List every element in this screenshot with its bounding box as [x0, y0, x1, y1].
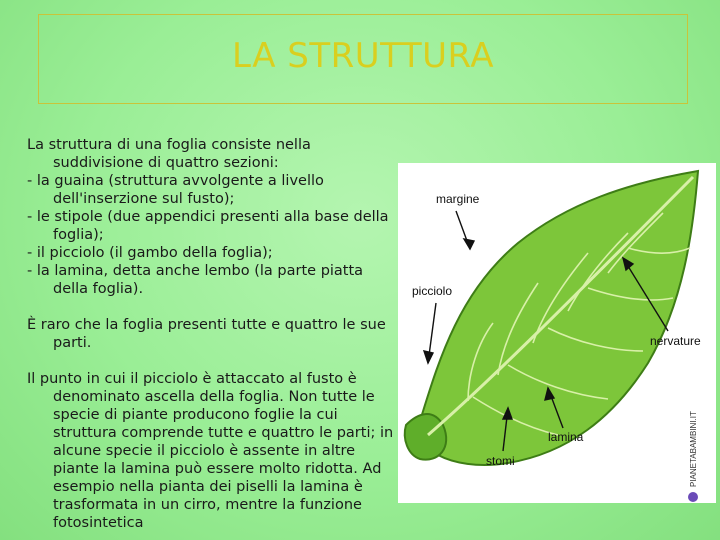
text-line: - la guaina (struttura avvolgente a livello dell'inserzione sul fusto);	[27, 173, 324, 207]
watermark-text: PIANETABAMBINI.IT	[689, 411, 698, 487]
label-lamina: lamina	[548, 430, 584, 444]
paragraph-ascella	[27, 370, 399, 532]
text-line: - le stipole (due appendici presenti alla base della foglia);	[27, 209, 389, 243]
title-box	[38, 14, 688, 104]
label-margine: margine	[436, 192, 480, 206]
text-line: Il punto in cui il picciolo è attaccato al fusto è denominato ascella della foglia. Non tutte le specie di piante producono foglie la cui struttura comprende tutte e quattro le parti; in alcune specie il picciolo è assente in altre piante la lamina può essere molto ridotta. Ad esempio nella pianta dei piselli la lamina è trasformata in un cirro, mentre la funzione fotosintetica	[27, 371, 394, 531]
leaf-illustration	[398, 163, 716, 503]
text-line: - la lamina, detta anche lembo (la parte piatta della foglia).	[27, 263, 364, 297]
body-text	[27, 136, 399, 540]
leaf-diagram	[398, 163, 716, 503]
paragraph-structure	[27, 136, 399, 298]
slide-title: LA STRUTTURA	[232, 36, 494, 76]
text-line: - il picciolo (il gambo della foglia);	[27, 245, 273, 261]
label-stomi: stomi	[486, 454, 515, 468]
paragraph-rarity	[27, 316, 399, 352]
text-line: La struttura di una foglia consiste nella suddivisione di quattro sezioni:	[27, 137, 311, 171]
label-nervature: nervature	[650, 334, 701, 348]
text-line: È raro che la foglia presenti tutte e quattro le sue parti.	[27, 317, 386, 351]
label-picciolo: picciolo	[412, 284, 453, 298]
leaf-curl	[405, 414, 446, 460]
watermark	[688, 411, 698, 502]
